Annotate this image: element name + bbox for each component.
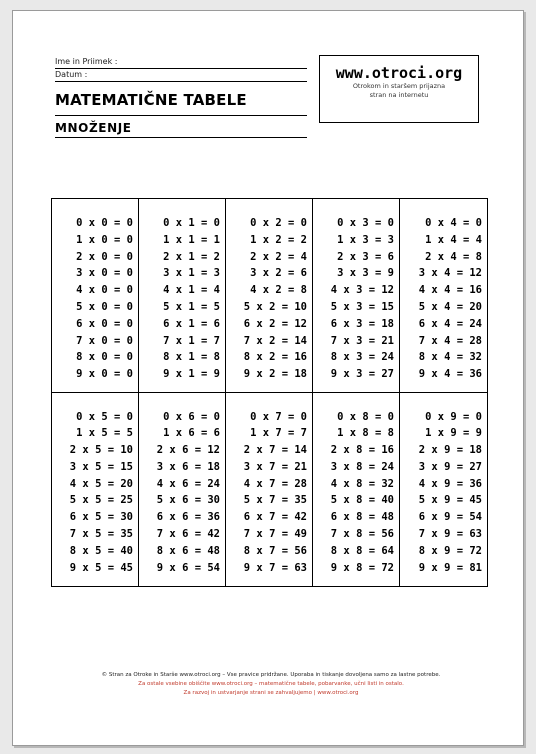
equation-row: 7 x 8 = 56 (330, 528, 394, 541)
equation-row: 4 x 3 = 12 (330, 284, 394, 297)
date-label: Datum : (55, 70, 88, 79)
logo-box (319, 55, 479, 123)
table-cell-7 (226, 393, 313, 587)
equation-row: 9 x 8 = 72 (330, 561, 394, 574)
equation-row: 3 x 4 = 12 (418, 267, 482, 280)
equation-row: 7 x 1 = 7 (163, 334, 220, 347)
footer-line-2: Za ostale vsebine obiščite www.otroci.org – matematične tabele, pobarvanke, učni listi in ostalo. (138, 681, 404, 687)
equation-row: 0 x 1 = 0 (163, 217, 220, 229)
equation-row: 5 x 2 = 10 (243, 300, 307, 313)
table-cell-5 (52, 393, 139, 587)
equation-row: 6 x 3 = 18 (330, 317, 394, 330)
equation-row: 1 x 9 = 9 (425, 427, 482, 440)
footer-line-1: © Stran za Otroke in Starše www.otroci.org – Vse pravice pridržane. Uporaba in tiskanje dovoljena samo za lastne potrebe. (101, 672, 441, 678)
equation-row: 2 x 3 = 6 (337, 250, 394, 263)
equation-row: 7 x 0 = 0 (76, 334, 133, 347)
equation-row: 0 x 4 = 0 (425, 217, 482, 229)
equation-row: 4 x 4 = 16 (418, 284, 482, 297)
equation-row: 4 x 8 = 32 (330, 477, 394, 490)
equation-row: 3 x 8 = 24 (330, 460, 394, 473)
equation-row: 8 x 6 = 48 (156, 544, 220, 557)
equation-row: 9 x 2 = 18 (243, 368, 307, 381)
equation-row: 1 x 4 = 4 (425, 233, 482, 246)
equation-row: 7 x 6 = 42 (156, 528, 220, 541)
equation-row: 3 x 7 = 21 (243, 460, 307, 473)
equation-row: 0 x 5 = 0 (76, 410, 133, 423)
equation-row: 9 x 4 = 36 (418, 368, 482, 381)
equation-row: 3 x 9 = 27 (418, 460, 482, 473)
equation-row: 6 x 6 = 36 (156, 511, 220, 524)
equation-row: 0 x 7 = 0 (250, 410, 307, 423)
equation-row: 8 x 8 = 64 (330, 544, 394, 557)
equation-row: 7 x 2 = 14 (243, 334, 307, 347)
equation-row: 5 x 7 = 35 (243, 494, 307, 507)
equation-row: 6 x 4 = 24 (418, 317, 482, 330)
equation-row: 2 x 2 = 4 (250, 250, 307, 263)
equation-row: 4 x 2 = 8 (250, 284, 307, 297)
equation-row: 2 x 8 = 16 (330, 444, 394, 457)
equation-row: 6 x 1 = 6 (163, 317, 220, 330)
equation-row: 0 x 9 = 0 (425, 410, 482, 423)
equation-row: 8 x 1 = 8 (163, 351, 220, 364)
equation-row: 5 x 9 = 45 (418, 494, 482, 507)
equation-row: 4 x 1 = 4 (163, 284, 220, 297)
equation-row: 1 x 2 = 2 (250, 233, 307, 246)
table-cell-6 (139, 393, 226, 587)
table-cell-1 (139, 199, 226, 393)
equation-row: 7 x 4 = 28 (418, 334, 482, 347)
equation-row: 2 x 6 = 12 (156, 444, 220, 457)
equation-row: 8 x 3 = 24 (330, 351, 394, 364)
equation-row: 6 x 9 = 54 (418, 511, 482, 524)
table-cell-9 (400, 393, 487, 587)
title-block (55, 91, 307, 138)
equation-row: 8 x 0 = 0 (76, 351, 133, 364)
equation-row: 2 x 9 = 18 (418, 444, 482, 457)
equation-row: 5 x 4 = 20 (418, 300, 482, 313)
page-title: MATEMATIČNE TABELE (55, 91, 247, 109)
equation-row: 3 x 1 = 3 (163, 267, 220, 280)
table-cell-8 (313, 393, 400, 587)
table-cell-4 (400, 199, 487, 393)
name-field-line[interactable] (55, 55, 307, 69)
equation-row: 9 x 1 = 9 (163, 368, 220, 381)
logo-url[interactable]: www.otroci.org (335, 64, 463, 82)
equation-row: 6 x 7 = 42 (243, 511, 307, 524)
equation-row: 3 x 3 = 9 (337, 267, 394, 280)
equation-row: 6 x 8 = 48 (330, 511, 394, 524)
equation-row: 0 x 3 = 0 (337, 217, 394, 229)
equation-row: 7 x 9 = 63 (418, 528, 482, 541)
equation-row: 9 x 9 = 81 (418, 561, 482, 574)
equation-row: 1 x 3 = 3 (337, 233, 394, 246)
equation-row: 4 x 0 = 0 (76, 284, 133, 297)
subtitle-divider (55, 137, 307, 138)
footer-line-3: Za razvoj in ustvarjanje strani se zahvaljujemo | www.otroci.org (183, 690, 359, 696)
equation-row: 5 x 8 = 40 (330, 494, 394, 507)
equation-row: 2 x 7 = 14 (243, 444, 307, 457)
equation-row: 9 x 0 = 0 (76, 368, 133, 381)
multiplication-grid (51, 198, 488, 587)
equation-row: 9 x 5 = 45 (69, 561, 133, 574)
equation-row: 1 x 6 = 6 (163, 427, 220, 440)
equation-row: 6 x 2 = 12 (243, 317, 307, 330)
equation-row: 3 x 2 = 6 (250, 267, 307, 280)
equation-row: 2 x 4 = 8 (425, 250, 482, 263)
equation-row: 1 x 0 = 0 (76, 233, 133, 246)
equation-row: 8 x 2 = 16 (243, 351, 307, 364)
equation-row: 5 x 0 = 0 (76, 300, 133, 313)
footer (55, 671, 487, 698)
table-cell-0 (52, 199, 139, 393)
equation-row: 1 x 7 = 7 (250, 427, 307, 440)
equation-row: 0 x 0 = 0 (76, 217, 133, 229)
equation-row: 8 x 4 = 32 (418, 351, 482, 364)
equation-row: 9 x 3 = 27 (330, 368, 394, 381)
equation-row: 6 x 0 = 0 (76, 317, 133, 330)
equation-row: 2 x 0 = 0 (76, 250, 133, 263)
equation-row: 8 x 7 = 56 (243, 544, 307, 557)
equation-row: 7 x 7 = 49 (243, 528, 307, 541)
equation-row: 8 x 9 = 72 (418, 544, 482, 557)
equation-row: 0 x 6 = 0 (163, 410, 220, 423)
equation-row: 1 x 5 = 5 (76, 427, 133, 440)
logo-tagline-2: stran na internetu (369, 91, 429, 99)
equation-row: 9 x 6 = 54 (156, 561, 220, 574)
date-field-line[interactable] (55, 68, 307, 82)
equation-row: 5 x 3 = 15 (330, 300, 394, 313)
equation-row: 0 x 2 = 0 (250, 217, 307, 229)
logo-tagline-1: Otrokom in staršem prijazna (352, 82, 446, 90)
equation-row: 2 x 1 = 2 (163, 250, 220, 263)
equation-row: 4 x 5 = 20 (69, 477, 133, 490)
equation-row: 6 x 5 = 30 (69, 511, 133, 524)
table-cell-3 (313, 199, 400, 393)
equation-row: 8 x 5 = 40 (69, 544, 133, 557)
equation-row: 5 x 6 = 30 (156, 494, 220, 507)
equation-row: 9 x 7 = 63 (243, 561, 307, 574)
equation-row: 1 x 1 = 1 (163, 233, 220, 246)
equation-row: 0 x 8 = 0 (337, 410, 394, 423)
equation-row: 5 x 1 = 5 (163, 300, 220, 313)
equation-row: 3 x 5 = 15 (69, 460, 133, 473)
equation-row: 4 x 7 = 28 (243, 477, 307, 490)
equation-row: 4 x 6 = 24 (156, 477, 220, 490)
worksheet-page (12, 10, 524, 746)
equation-row: 7 x 5 = 35 (69, 528, 133, 541)
equation-row: 3 x 6 = 18 (156, 460, 220, 473)
title-divider (55, 115, 307, 116)
equation-row: 4 x 9 = 36 (418, 477, 482, 490)
table-cell-2 (226, 199, 313, 393)
name-label: Ime in Priimek : (55, 57, 118, 66)
equation-row: 2 x 5 = 10 (69, 444, 133, 457)
page-subtitle: MNOŽENJE (55, 121, 132, 135)
equation-row: 7 x 3 = 21 (330, 334, 394, 347)
equation-row: 3 x 0 = 0 (76, 267, 133, 280)
equation-row: 1 x 8 = 8 (337, 427, 394, 440)
equation-row: 5 x 5 = 25 (69, 494, 133, 507)
